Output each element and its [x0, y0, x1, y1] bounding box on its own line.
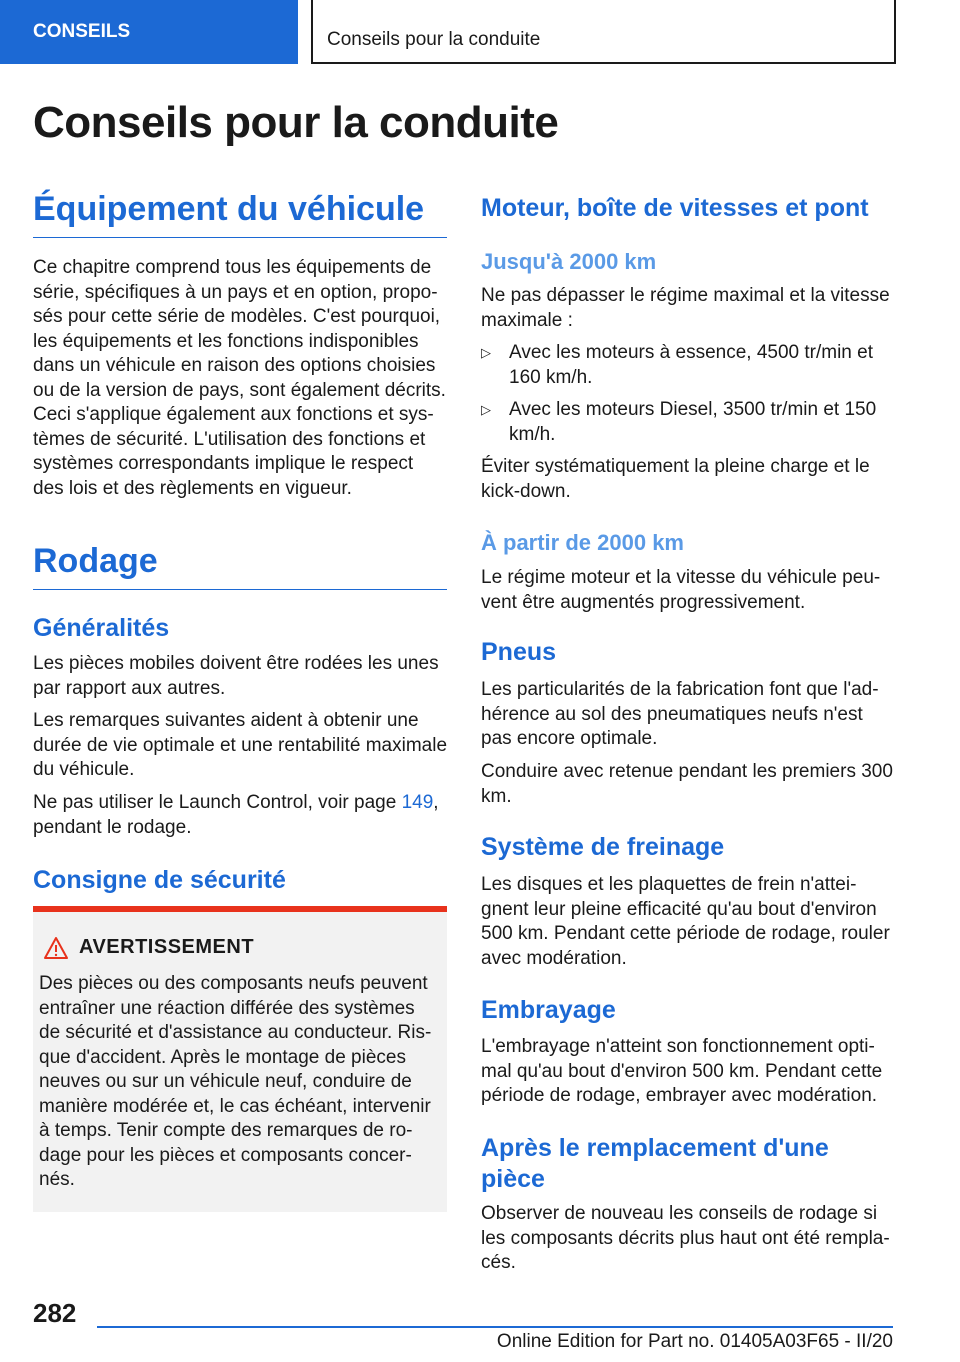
- replace-heading: Après le remplacement d'une pièce: [481, 1134, 829, 1193]
- launch-control-paragraph: [33, 791, 447, 840]
- generalites-paragraph-2: Les remarques suivantes aident à obtenir une durée de vie optimale et une rentabilité maximale du véhicule.: [33, 710, 448, 780]
- replace-text: Observer de nouveau les conseils de rodage si les composants décrits plus haut ont été remplacés.: [481, 1203, 890, 1273]
- launch-text: Ne pas utiliser le Launch Control, voir page: [33, 792, 402, 813]
- generalites-paragraph-1: Les pièces mobiles doivent être rodées les unes par rapport aux autres.: [33, 653, 439, 699]
- safety-heading: Consigne de sécurité: [33, 866, 286, 894]
- brakes-heading: Système de freinage: [481, 833, 725, 861]
- warning-text: Des pièces ou des composants neufs peuvent entraîner une réaction différée des systèmes de sécurité et d'assistance au conducteur. Risque d'accident. Après le montage de pièces neuves ou sur un véhicule neuf, conduire de manière modérée et, le cas échéant, intervenir à temps. Tenir compte des remarques de rodage pour les pièces et composants concernés.: [39, 973, 432, 1190]
- equipment-text: Ce chapitre comprend tous les équipements de série, spécifiques à un pays et en option, proposés pour cette série de modèles. C'est pourquoi, les équipements et les fonctions indisponibles dans un véhicule en raison des options choisies ou de la version de pays, sont également décrits. Ceci s'applique également aux fonctions et systèmes de sécurité. L'utilisation des fonctions et systèmes correspondants implique le respect des lois et des règlements en vigueur.: [33, 257, 446, 499]
- footer-edition: Online Edition for Part no. 01405A03F65 - II/20: [496, 1331, 893, 1352]
- upto-2000-heading: Jusqu'à 2000 km: [481, 249, 657, 274]
- avoid-text: Éviter systématiquement la pleine charge et le kick-down.: [481, 456, 870, 502]
- page-title: Conseils pour la conduite: [33, 98, 559, 147]
- header-chapter-label: Conseils pour la conduite: [327, 29, 541, 50]
- clutch-heading: Embrayage: [481, 996, 616, 1024]
- page-link-149[interactable]: 149: [401, 792, 434, 813]
- warning-triangle-icon: [43, 936, 69, 960]
- header-section-tab: CONSEILS: [0, 0, 298, 64]
- header-chapter: [311, 0, 896, 64]
- tyres-paragraph-1: Les particularités de la fabrication font que l'adhérence au sol des pneumatiques neufs n'est pas encore optimale.: [481, 679, 879, 749]
- brakes-text: Les disques et les plaquettes de frein n'atteignent leur pleine efficacité qu'au bout d'environ 500 km. Pendant cette période de rodage, rouler avec modération.: [481, 874, 890, 969]
- list-item-text: Avec les moteurs à essence, 4500 tr/min et 160 km/h.: [509, 342, 873, 388]
- clutch-text: L'embrayage n'atteint son fonctionnement optimal qu'au bout d'environ 500 km. Pendant cette période de rodage, embrayer avec modération.: [481, 1036, 883, 1106]
- page-number: 282: [33, 1298, 77, 1328]
- tyres-heading: Pneus: [481, 638, 557, 666]
- from-2000-heading: À partir de 2000 km: [481, 530, 684, 555]
- from-2000-text: Le régime moteur et la vitesse du véhicule peuvent être augmentés progressivement.: [481, 567, 881, 613]
- warning-box: [33, 906, 447, 1212]
- equipment-heading: Équipement du véhicule: [33, 190, 447, 238]
- list-item-text: Avec les moteurs Diesel, 3500 tr/min et 150 km/h.: [509, 399, 877, 445]
- tyres-paragraph-2: Conduire avec retenue pendant les premiers 300 km.: [481, 761, 893, 807]
- bullet-triangle-icon: ▷: [481, 345, 491, 360]
- generalites-heading: Généralités: [33, 614, 170, 642]
- warning-title: AVERTISSEMENT: [79, 936, 255, 958]
- footer-divider: [97, 1326, 893, 1328]
- rodage-heading: Rodage: [33, 542, 447, 590]
- upto-2000-text: Ne pas dépasser le régime maximal et la vitesse maximale :: [481, 285, 890, 331]
- engine-heading: Moteur, boîte de vitesses et pont: [481, 194, 869, 222]
- launch-text-line2: pendant le rodage.: [33, 816, 192, 838]
- launch-comma: ,: [433, 792, 439, 813]
- bullet-triangle-icon: ▷: [481, 402, 491, 417]
